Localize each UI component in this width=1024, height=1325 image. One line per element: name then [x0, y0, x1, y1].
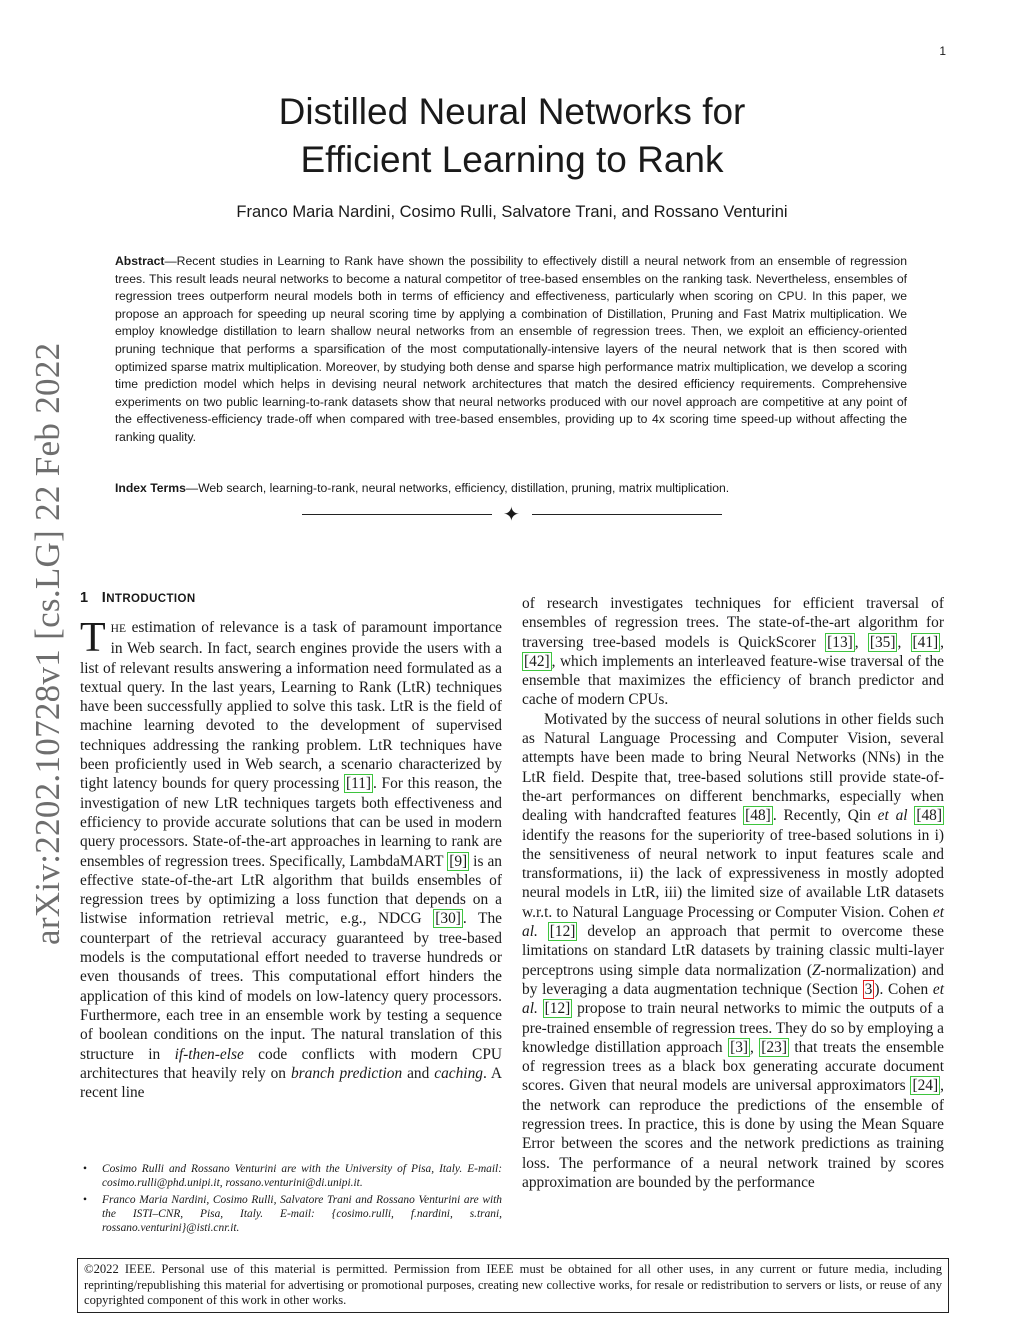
citation-link[interactable]: [41] [912, 633, 939, 651]
citation-link[interactable]: [9] [449, 852, 468, 870]
citation-link[interactable]: [23] [761, 1038, 787, 1056]
page-number: 1 [939, 44, 946, 58]
section-heading [80, 590, 196, 606]
citation-link[interactable]: [35] [869, 633, 896, 651]
lead-small-caps: HE [110, 623, 126, 635]
footnote-item: • Franco Maria Nardini, Cosimo Rulli, Salvatore Trani and Rossano Venturini are with the ISTI–CNR, Pisa, Italy. E-mail: {cosimo.rulli, f.nardini, s.trani, rossano.venturini}@isti.cnr.it. [83, 1193, 502, 1235]
footnote-item: • Cosimo Rulli and Rossano Venturini are with the University of Pisa, Italy. E-mail: cosimo.rulli@phd.unipi.it, rossano.venturini@di.unipi.it. [83, 1163, 502, 1190]
citation-link[interactable]: [12] [544, 1000, 571, 1018]
citation-link[interactable]: [3] [730, 1038, 749, 1056]
emphasis-text: caching [434, 1064, 483, 1082]
citation-link[interactable]: [13] [827, 633, 853, 651]
intro-paragraph-1-cont: of research investigates techniques for efficient traversal of ensembles of regression trees. The state-of-the-art algorithm for traversing tree-based models is QuickScorer [13] , [35] , [41] , [42] , which implements an interleaved feature-wise traversal of the ensemble that maximizes the efficiency of branch predictor and cache of modern CPUs. [522, 595, 945, 709]
divider-line-left [302, 514, 492, 515]
emphasis-text: if-then-else [174, 1045, 244, 1063]
bullet-icon: • [83, 1193, 87, 1206]
citation-link[interactable]: [48] [916, 807, 942, 825]
section-reference-link[interactable]: 3 [864, 980, 873, 998]
emphasis-text: branch prediction [290, 1064, 403, 1082]
citation-link[interactable]: [30] [435, 910, 461, 928]
drop-cap: T [80, 615, 106, 661]
section-title-initial: I [101, 590, 107, 606]
intro-paragraph-2: Motivated by the success of neural solutions in other fields such as Natural Language Processing and Computer Vision, several attempts have been made to bring Neural Networks (NNs) in the LtR field. Despite that, tree-based solutions still provide state-of-the-art performances on different benchmarks, especially when dealing with handcrafted features [48] . Recently, Qin et al [48] identify the reasons for the superiority of tree-based solutions in i) the sensitiveness of neural network to input features scale and transformations, ii) the lack of expressiveness in mostly adopted neural models in LtR, iii) the limited size of available LtR datasets w.r.t. to Natural Language Processing or Computer Vision. Cohen et al. [12] develop an approach that permit to overcome these limitations on standard LtR datasets by training classic multi-layer perceptrons using simple data normalization (Z-normalization) and by leveraging a data augmentation technique (Section 3 ). Cohen et al. [12] propose to train neural networks to mimic the outputs of a pre-trained ensemble of regression trees. They do so by employing a knowledge distillation approach [3] , [23] that treats the ensemble of regression trees as a black box generating accurate document scores. Given that neural models are universal approximators [24] , the network can reproduce the predictions of the ensemble of regression trees. In practice, this is done by using the Mean Square Error between the scores and the network predictions as training loss. The performance of a neural network trained by scores approximation are bounded by the performance [522, 710, 945, 1191]
bullet-icon: • [83, 1163, 87, 1175]
title-line-1: Distilled Neural Networks for [278, 91, 746, 132]
index-terms [115, 480, 907, 498]
divider-line-right [532, 514, 722, 515]
abstract [115, 253, 907, 447]
author-list: Franco Maria Nardini, Cosimo Rulli, Salvatore Trani, and Rossano Venturini [236, 203, 788, 221]
title-line-2: Efficient Learning to Rank [300, 139, 724, 180]
index-terms-label: Index Terms [115, 481, 186, 495]
copyright-notice: ©2022 IEEE. Personal use of this material is permitted. Permission from IEEE must be obtained for all other uses, in any current or future media, including reprinting/republishing this material for advertising or promotional purposes, creating new collective works, for resale or redistribution to servers or lists, or reuse of any copyrighted component of this work in other works. [77, 1258, 949, 1313]
abstract-label: Abstract [115, 254, 165, 268]
citation-link[interactable]: [42] [524, 652, 550, 670]
abstract-text: —Recent studies in Learning to Rank have shown the possibility to effectively distill a neural network from an ensemble of regression trees. This result leads neural networks to become a natural competitor of tree-based ensembles on the ranking task. Nevertheless, ensembles of regression trees outperform neural models both in terms of efficiency and effectiveness, particularly when scoring on CPU. In this paper, we propose an approach for speeding up neural scoring time by applying a combination of Distillation, Pruning and Fast Matrix multiplication. We employ knowledge distillation to learn shallow neural networks from an ensemble of regression trees. Then, we exploit an efficiency-oriented pruning technique that performs a sparsification of the most computationally-intensive layers of the neural network that is then scored with optimized sparse matrix multiplication. Moreover, by studying both dense and sparse high performance matrix multiplication, we develop a scoring time prediction model which helps in devising neural network architectures that match the desired efficiency requirements. Comprehensive experiments on two public learning-to-rank datasets show that neural networks produced with our novel approach are competitive at any point of the effectiveness-efficiency trade-off when compared with tree-based ensembles, providing up to 4x scoring time speed-up without affecting the ranking quality. [115, 254, 907, 444]
intro-paragraph-1: THE estimation of relevance is a task of paramount importance in Web search. In fact, search engines provide the users with a list of relevant results answering a information need formulated as a textual query. In the last years, Learning to Rank (LtR) techniques have been successfully applied to solve this task. LtR is the field of machine learning devoted to the development of supervised techniques addressing the ranking problem. LtR techniques have been proficiently used in Web search, a scenario characterized by tight latency bounds for query processing [11] . For this reason, the investigation of new LtR techniques targets both effectiveness and efficiency to provide accurate solutions that can be used in modern query processors. State-of-the-art approaches in learning to rank are ensembles of regression trees. Specifically, LambdaMART [9] is an effective state-of-the-art LtR algorithm that builds ensembles of regression trees by optimizing a loss function that depends on a listwise information retrieval metric, e.g., NDCG [30] . The counterpart of the retrieval accuracy guaranteed by tree-based models is the computational effort needed to traverse hundreds or even thousands of trees. This computational effort hinders the application of this kind of models on low-latency query processors. Furthermore, each tree in an ensemble work by testing a sequence of boolean conditions on the input. The natural translation of this structure in if-then-else code conflicts with modern CPU architectures that heavily rely on branch prediction and caching. A recent line [80, 615, 503, 1102]
citation-link[interactable]: [24] [912, 1077, 939, 1095]
arxiv-identifier-stamp: arXiv:2202.10728v1 [cs.LG] 22 Feb 2022 [28, 342, 67, 945]
citation-link[interactable]: [12] [549, 923, 576, 941]
math-variable: Z [811, 961, 821, 979]
citation-link[interactable]: [11] [345, 775, 372, 793]
divider-ornament-icon: ✦ [503, 502, 520, 526]
section-number: 1 [80, 590, 89, 606]
author-footnotes [80, 1162, 502, 1237]
body-column-left [80, 615, 503, 1102]
body-column-right [522, 594, 944, 1192]
citation-link[interactable]: [48] [745, 807, 771, 825]
section-title-rest: NTRODUCTION [106, 593, 196, 605]
index-terms-text: —Web search, learning-to-rank, neural networks, efficiency, distillation, pruning, matrix multiplication. [185, 481, 730, 495]
paper-title [0, 88, 1024, 184]
